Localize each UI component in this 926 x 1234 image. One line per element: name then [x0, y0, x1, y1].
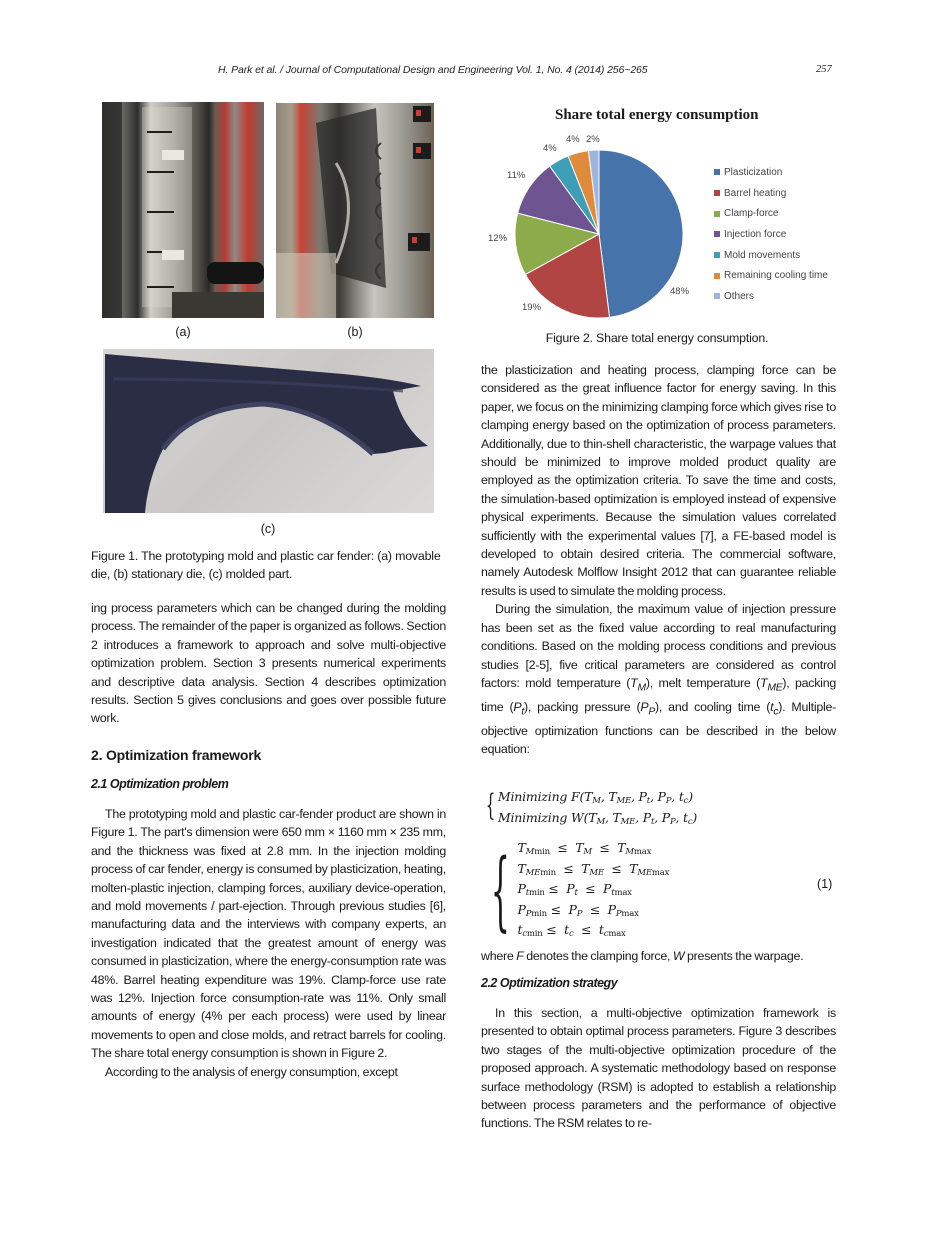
movable-die-photo [102, 102, 264, 318]
stationary-die-photo [276, 103, 434, 318]
paragraph: During the simulation, the maximum value of injection pressure has been set as the fixed value according to real manufacturing conditions. Based on the molding process conditions and previous studies [2-5], five critical parameters are considered as control factors: mold temperature $(T_M)$, melt temperature $(T_{ME})$, packing time $(P_t)$, packing pressure $(P_P)$, and cooling time $(t_c)$. Multiple-objective optimization functions can be described in the below equation: [481, 602, 837, 757]
constraint-melt-temp: $T_{MEmin} \le T_{ME} \le T_{MEmax}$ [517, 860, 670, 878]
figure2-caption: Figure 2. Share total energy consumption. [545, 331, 769, 345]
legend-item: Others [714, 286, 828, 307]
constraint-packing-time: $P_{tmin} \le P_t \le P_{tmax}$ [517, 881, 632, 898]
pct-label-clamp-force: 12% [488, 233, 508, 244]
left-column-body [91, 805, 446, 1081]
molded-fender-photo [103, 349, 434, 513]
left-column [91, 599, 446, 728]
figure1-label-b: (b) [347, 325, 363, 339]
paragraph: the plasticization and heating process, clamping force can be considered as the great influence factor for energy saving. In this paper, we focus on the minimizing clamping force which gives rise to clamping energy based on the optimization of process parameters. Additionally, due to thin-shell characteristic, the warpage values that should be minimized to improve molded product quality are employed as the optimization criteria. To save the time and costs, the simulation-based optimization is employed instead of expensive physical experiments. Because the simulation values correlated sufficiently with the experimental values [7], a FE-based model is developed to obtain desired criteria. The commercial software, namely Autodesk Molflow Insight 2012 that can guarantee reliable results is used to simulate the molding process. [481, 363, 836, 598]
objective-f: Minimizing $F(T_M$, $T_{ME}$, $P_t$, $P_P$, $t_c$) [497, 789, 693, 806]
legend-swatch-icon [714, 211, 720, 217]
legend-item: Barrel heating [714, 183, 828, 204]
objective-w: Minimizing $W(T_M$, $T_{ME}$, $P_t$, $P_P$, $t_c$) [497, 809, 698, 827]
legend-item: Clamp-force [714, 203, 828, 224]
paragraph: According to the analysis of energy consumption, except [105, 1064, 398, 1079]
constraint-mold-temp: $T_{Mmin} \le T_M \le T_{Mmax}$ [517, 840, 652, 857]
chart-title: Share total energy consumption [555, 107, 759, 123]
left-brace-icon: { [485, 788, 496, 823]
page-number: 257 [816, 64, 832, 75]
constraint-cooling-time: $t_{cmin} \le t_c \le t_{cmax}$ [517, 922, 626, 939]
legend-swatch-icon [714, 231, 720, 237]
legend-item: Remaining cooling time [714, 265, 828, 286]
constraint-packing-pressure: $P_{Pmin} \le P_P \le P_{Pmax}$ [517, 901, 639, 919]
section-heading: 2. Optimization framework [91, 747, 262, 763]
legend-swatch-icon [714, 273, 720, 279]
figure1-label-a: (a) [175, 325, 191, 339]
pct-label-cooling-time: 4% [566, 134, 580, 145]
subsection-heading-2-1: 2.1 Optimization problem [91, 777, 229, 791]
die-details-icon [102, 102, 264, 318]
pct-label-barrel-heating: 19% [522, 302, 542, 313]
right-column [481, 361, 836, 758]
paragraph: In this section, a multi-objective optimization framework is presented to obtain optimal process parameters. Figure 3 describes two stages of the multi-objective optimization procedure of the proposed approach. A systematic methodology based on response surface methodology (RSM) is adopted to establish a relationship between process parameters and the performance of objective functions. The RSM relates to re- [481, 1006, 836, 1131]
paragraph: The prototyping mold and plastic car-fender product are shown in Figure 1. The part's dimension were 650 mm × 1160 mm × 235 mm, and the thickness was fixed at 2.8 mm. In the injection molding process of car fender, energy is consumed by plasticization, heating, molten-plastic injection, clamping forces, auxiliary device-operation, and mold movements / part-ejection. Through previous studies [6], manufacturing data and the interviews with company experts, an investigation indicated that the greatest amount of energy was consumed in plasticization, where the energy-consumption rate was 48%. Barrel heating expenditure was 19%. Clamp-force use rate was 12%. Injection force consumption-rate was 11%. Only small amounts of energy (4% per each process) were used by linear movements to open and close molds, and retract barrels for cooling. The share total energy consumption is shown in Figure 2. [91, 807, 446, 1061]
legend-item: Plasticization [714, 162, 828, 183]
subsection-heading-2-2: 2.2 Optimization strategy [481, 976, 618, 990]
legend-swatch-icon [714, 293, 720, 299]
where-line: where F denotes the clamping force, W presents the warpage. [481, 949, 804, 963]
constraint-equations [481, 840, 669, 943]
pct-label-plasticization: 48% [670, 286, 690, 297]
legend-item: Mold movements [714, 245, 828, 266]
die-details-icon [276, 103, 434, 318]
objective-equations [481, 789, 697, 830]
legend-swatch-icon [714, 252, 720, 258]
pct-label-mold-movements: 4% [543, 143, 557, 154]
fender-shape-icon [103, 349, 434, 513]
chart-legend [714, 162, 828, 307]
intro-tail-paragraph: ing process parameters which can be changed during the molding process. The remainder of the paper is organized as follows. Section 2 introduces a framework to approach and solve multi-objective optimization problem. Section 3 presents numerical experiments and descriptive data analysis. Section 4 describes optimization results. Section 5 gives conclusions and goes over possible future work. [91, 601, 446, 726]
figure1-label-c: (c) [260, 522, 276, 536]
right-column-body-2 [481, 1004, 836, 1133]
left-brace-icon: { [490, 841, 510, 942]
legend-swatch-icon [714, 190, 720, 196]
legend-swatch-icon [714, 169, 720, 175]
legend-item: Injection force [714, 224, 828, 245]
figure1-caption: Figure 1. The prototyping mold and plastic car fender: (a) movable die, (b) stationary die, (c) molded part. [91, 549, 441, 582]
pct-label-others: 2% [586, 134, 600, 145]
equation-number: (1) [817, 877, 833, 891]
pct-label-injection-force: 11% [507, 170, 526, 181]
running-head: H. Park et al. / Journal of Computational Design and Engineering Vol. 1, No. 4 (2014) 256~265 [218, 64, 648, 76]
